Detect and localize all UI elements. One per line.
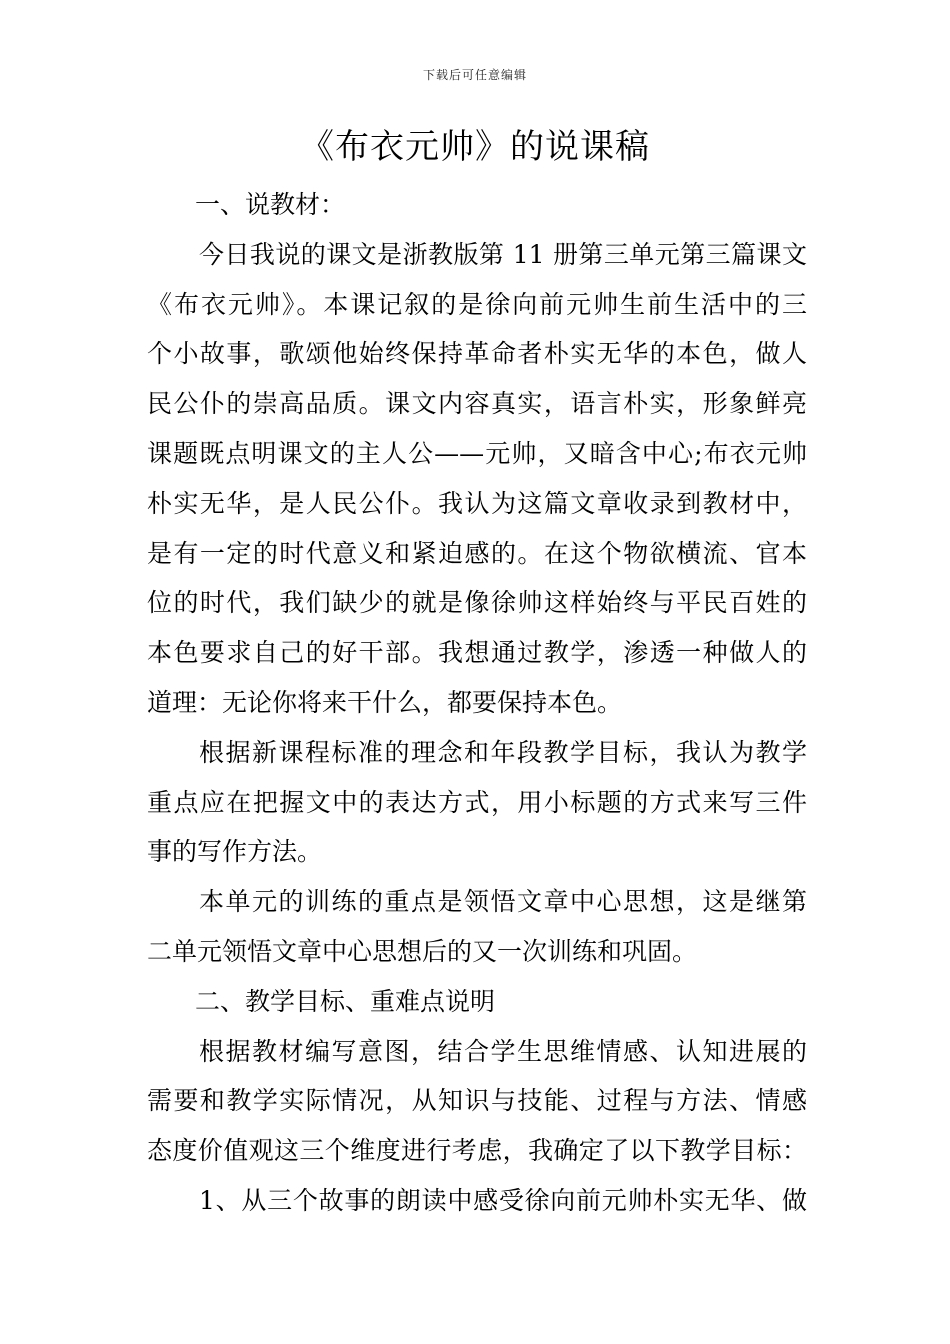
paragraph-line: 《布衣元帅》。本课记叙的是徐向前元帅生前生活中的三 <box>147 289 807 319</box>
paragraph-line: 根据新课程标准的理念和年段教学目标，我认为教学 <box>199 737 807 767</box>
paragraph-line: 民公仆的崇高品质。课文内容真实，语言朴实，形象鲜亮 <box>147 389 807 419</box>
paragraph-line: 二单元领悟文章中心思想后的又一次训练和巩固。 <box>147 936 698 966</box>
section-heading: 二、教学目标、重难点说明 <box>195 986 496 1016</box>
paragraph-line: 朴实无华，是人民公仆。我认为这篇文章收录到教材中， <box>147 488 807 518</box>
page-header-note: 下载后可任意编辑 <box>422 68 527 82</box>
document-body <box>147 180 807 1226</box>
paragraph-line: 态度价值观这三个维度进行考虑，我确定了以下教学目标： <box>147 1136 807 1166</box>
paragraph-line: 课题既点明课文的主人公——元帅，又暗含中心;布衣元帅 <box>147 438 807 468</box>
paragraph-line: 需要和教学实际情况，从知识与技能、过程与方法、情感 <box>147 1086 807 1116</box>
paragraph-line: 道理：无论你将来干什么，都要保持本色。 <box>147 687 623 717</box>
paragraph-line: 个小故事，歌颂他始终保持革命者朴实无华的本色，做人 <box>147 339 807 369</box>
paragraph-line: 重点应在把握文中的表达方式，用小标题的方式来写三件 <box>147 787 807 817</box>
paragraph-line: 位的时代，我们缺少的就是像徐帅这样始终与平民百姓的 <box>147 588 807 618</box>
paragraph-line: 是有一定的时代意义和紧迫感的。在这个物欲横流、官本 <box>147 538 807 568</box>
section-heading: 一、说教材： <box>195 190 346 219</box>
paragraph-line: 根据教材编写意图，结合学生思维情感、认知进展的 <box>199 1036 807 1066</box>
document-title: 《布衣元帅》的说课稿 <box>300 127 650 167</box>
paragraph-line: 本单元的训练的重点是领悟文章中心思想，这是继第 <box>199 887 807 917</box>
paragraph-line: 今日我说的课文是浙教版第 11 册第三单元第三篇课文 <box>199 239 807 269</box>
paragraph-line: 本色要求自己的好干部。我想通过教学，渗透一种做人的 <box>147 638 807 668</box>
paragraph-line: 事的写作方法。 <box>147 837 323 867</box>
list-item: 1、从三个故事的朗读中感受徐向前元帅朴实无华、做 <box>199 1185 807 1215</box>
